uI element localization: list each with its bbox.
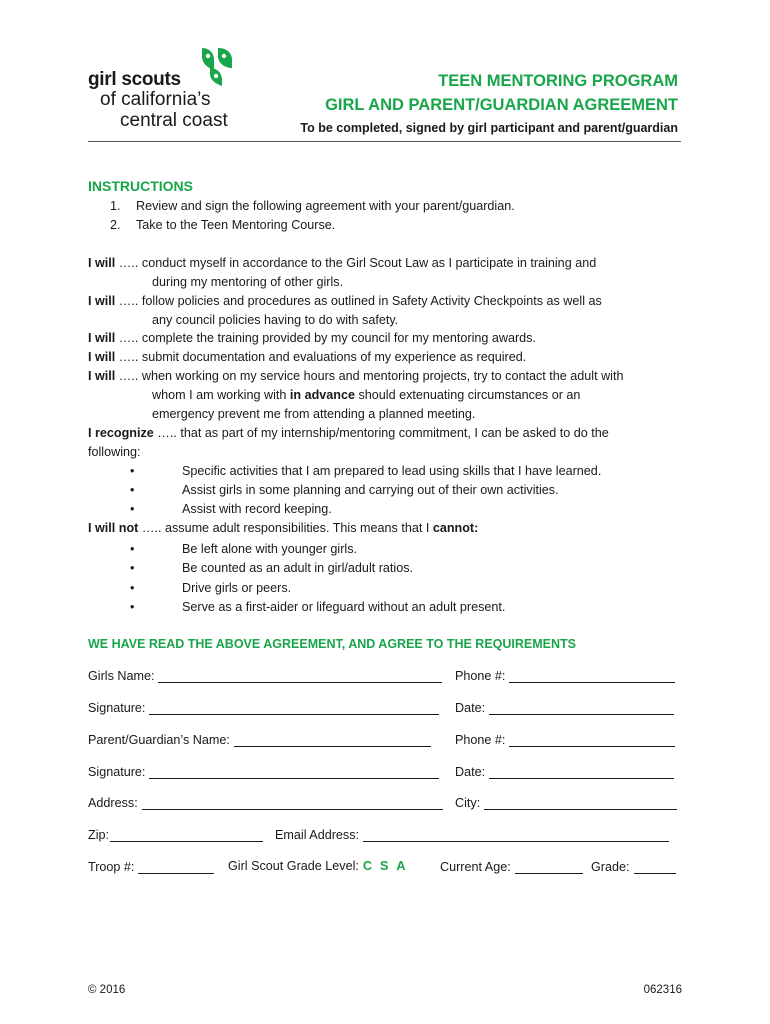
zip-label: Zip: — [88, 828, 109, 842]
troop-field[interactable] — [88, 859, 214, 874]
girls-name-label: Girls Name: — [88, 669, 155, 683]
list-item-text: Be counted as an adult in girl/adult ratios. — [182, 561, 414, 575]
dots: ….. — [138, 521, 165, 535]
bullet-icon: • — [130, 561, 135, 575]
girl-signature-field[interactable] — [88, 700, 439, 715]
list-item-text: Assist with record keeping. — [182, 502, 332, 516]
will-label: I will — [88, 256, 116, 270]
grade-option-a[interactable]: A — [396, 859, 406, 873]
emphasis: cannot: — [432, 521, 479, 535]
signature-label: Signature: — [88, 701, 146, 715]
phone-label: Phone #: — [455, 669, 506, 683]
form-row-zip-email — [88, 827, 681, 847]
agreement-heading: WE HAVE READ THE ABOVE AGREEMENT, AND AGREE TO THE REQUIREMENTS — [88, 637, 577, 651]
girl-phone-input[interactable] — [509, 668, 675, 683]
will-statement-2 — [88, 292, 602, 311]
list-item — [130, 462, 601, 481]
will-statement-1-cont: during my mentoring of other girls. — [152, 275, 344, 289]
guardian-phone-field[interactable] — [455, 732, 675, 747]
guardian-name-label: Parent/Guardian’s Name: — [88, 733, 230, 747]
list-item — [130, 540, 357, 559]
list-item — [130, 598, 505, 617]
city-label: City: — [455, 796, 481, 810]
bullet-icon: • — [130, 600, 135, 614]
list-item — [130, 500, 332, 519]
bullet-icon: • — [130, 542, 135, 556]
will-not-label: I will not — [88, 521, 139, 535]
list-item — [130, 579, 291, 598]
list-item-text: Specific activities that I am prepared to lead using skills that I have learned. — [182, 464, 602, 478]
recognize-statement-cont: following: — [88, 445, 141, 459]
step-number: 1. — [110, 199, 121, 213]
city-input[interactable] — [484, 795, 677, 810]
instruction-step-1 — [110, 197, 515, 216]
logo-text-line2: of california’s — [100, 89, 211, 110]
trefoil-icon — [196, 46, 236, 86]
current-age-input[interactable] — [515, 859, 583, 874]
dots: ….. — [115, 350, 142, 364]
step-number: 2. — [110, 218, 121, 232]
email-label: Email Address: — [275, 828, 359, 842]
dots: ….. — [153, 426, 181, 440]
guardian-signature-input[interactable] — [149, 764, 439, 779]
form-code: 062316 — [643, 984, 682, 996]
guardian-date-input[interactable] — [489, 764, 674, 779]
address-label: Address: — [88, 796, 138, 810]
text: should extenuating circumstances or an — [354, 388, 581, 402]
form-row-troop-grade — [88, 859, 681, 879]
will-text: complete the training provided by my council for my mentoring awards. — [141, 331, 536, 345]
guardian-phone-input[interactable] — [509, 732, 675, 747]
current-age-field[interactable] — [440, 859, 583, 874]
zip-field[interactable] — [88, 827, 263, 842]
will-label: I will — [88, 331, 116, 345]
emphasis: in advance — [289, 388, 355, 402]
recognize-text: that as part of my internship/mentoring commitment, I can be asked to do the — [180, 426, 609, 440]
form-row-girl-signature — [88, 700, 681, 720]
will-statement-5-cont2: emergency prevent me from attending a planned meeting. — [152, 407, 476, 421]
header-divider — [88, 141, 681, 142]
will-statement-4 — [88, 348, 526, 367]
will-not-text: assume adult responsibilities. This means that I — [164, 521, 433, 535]
list-item-text: Serve as a first-aider or lifeguard without an adult present. — [182, 600, 506, 614]
date-label: Date: — [455, 765, 486, 779]
signature-label: Signature: — [88, 765, 146, 779]
logo — [88, 46, 268, 136]
will-text: conduct myself in accordance to the Girl Scout Law as I participate in training and — [141, 256, 597, 270]
subtitle: To be completed, signed by girl participant and parent/guardian — [300, 121, 678, 135]
will-statement-1 — [88, 254, 596, 273]
dots: ….. — [115, 331, 142, 345]
email-input[interactable] — [363, 827, 669, 842]
instructions-heading: INSTRUCTIONS — [88, 178, 193, 194]
address-input[interactable] — [142, 795, 443, 810]
girl-date-input[interactable] — [489, 700, 674, 715]
form-row-guardian-signature — [88, 764, 681, 784]
date-label: Date: — [455, 701, 486, 715]
will-label: I will — [88, 350, 116, 364]
city-field[interactable] — [455, 795, 677, 810]
grade-input[interactable] — [634, 859, 676, 874]
list-item — [130, 481, 559, 500]
recognize-statement — [88, 424, 609, 443]
agreement-title: GIRL AND PARENT/GUARDIAN AGREEMENT — [325, 96, 678, 114]
dots: ….. — [115, 294, 142, 308]
zip-input[interactable] — [110, 827, 263, 842]
step-text: Take to the Teen Mentoring Course. — [136, 218, 336, 232]
grade-option-s[interactable]: S — [380, 859, 389, 873]
will-statement-5-cont — [152, 386, 580, 405]
step-text: Review and sign the following agreement with your parent/guardian. — [136, 199, 515, 213]
dots: ….. — [115, 256, 142, 270]
grade-level-field — [228, 859, 410, 873]
grade-label: Grade: — [591, 860, 630, 874]
address-field[interactable] — [88, 795, 443, 810]
form-row-girl-name — [88, 668, 681, 688]
grade-option-c[interactable]: C — [362, 859, 373, 873]
grade-level-label: Girl Scout Grade Level: — [228, 859, 359, 873]
instruction-step-2 — [110, 216, 335, 235]
bullet-icon: • — [130, 502, 135, 516]
girls-name-field[interactable] — [88, 668, 442, 683]
guardian-name-input[interactable] — [234, 732, 431, 747]
recognize-label: I recognize — [88, 426, 154, 440]
will-text: follow policies and procedures as outlined in Safety Activity Checkpoints as well as — [141, 294, 602, 308]
list-item-text: Be left alone with younger girls. — [182, 542, 358, 556]
bullet-icon: • — [130, 483, 135, 497]
list-item-text: Drive girls or peers. — [182, 581, 292, 595]
will-statement-5 — [88, 367, 624, 386]
form-row-address — [88, 795, 681, 815]
logo-text-line3: central coast — [120, 110, 228, 131]
form-row-guardian-name — [88, 732, 681, 752]
will-statement-2-cont: any council policies having to do with safety. — [152, 313, 399, 327]
will-not-statement — [88, 519, 478, 538]
guardian-name-field[interactable] — [88, 732, 431, 747]
will-label: I will — [88, 369, 116, 383]
bullet-icon: • — [130, 581, 135, 595]
copyright: © 2016 — [88, 984, 126, 996]
list-item — [130, 559, 413, 578]
guardian-date-field[interactable] — [455, 764, 674, 779]
troop-input[interactable] — [138, 859, 214, 874]
will-statement-3 — [88, 329, 536, 348]
program-title: TEEN MENTORING PROGRAM — [438, 72, 678, 90]
girls-name-input[interactable] — [158, 668, 442, 683]
list-item-text: Assist girls in some planning and carrying out of their own activities. — [182, 483, 559, 497]
bullet-icon: • — [130, 464, 135, 478]
current-age-label: Current Age: — [440, 860, 511, 874]
troop-label: Troop #: — [88, 860, 135, 874]
email-field[interactable] — [275, 827, 669, 842]
grade-field[interactable] — [591, 859, 676, 874]
girl-signature-input[interactable] — [149, 700, 439, 715]
girl-phone-field[interactable] — [455, 668, 675, 683]
girl-date-field[interactable] — [455, 700, 674, 715]
phone-label: Phone #: — [455, 733, 506, 747]
will-label: I will — [88, 294, 116, 308]
dots: ….. — [115, 369, 142, 383]
logo-text-line1: girl scouts — [88, 69, 181, 90]
will-text: when working on my service hours and mentoring projects, try to contact the adult with — [141, 369, 624, 383]
text: whom I am working with — [152, 388, 290, 402]
guardian-signature-field[interactable] — [88, 764, 439, 779]
will-text: submit documentation and evaluations of my experience as required. — [141, 350, 527, 364]
